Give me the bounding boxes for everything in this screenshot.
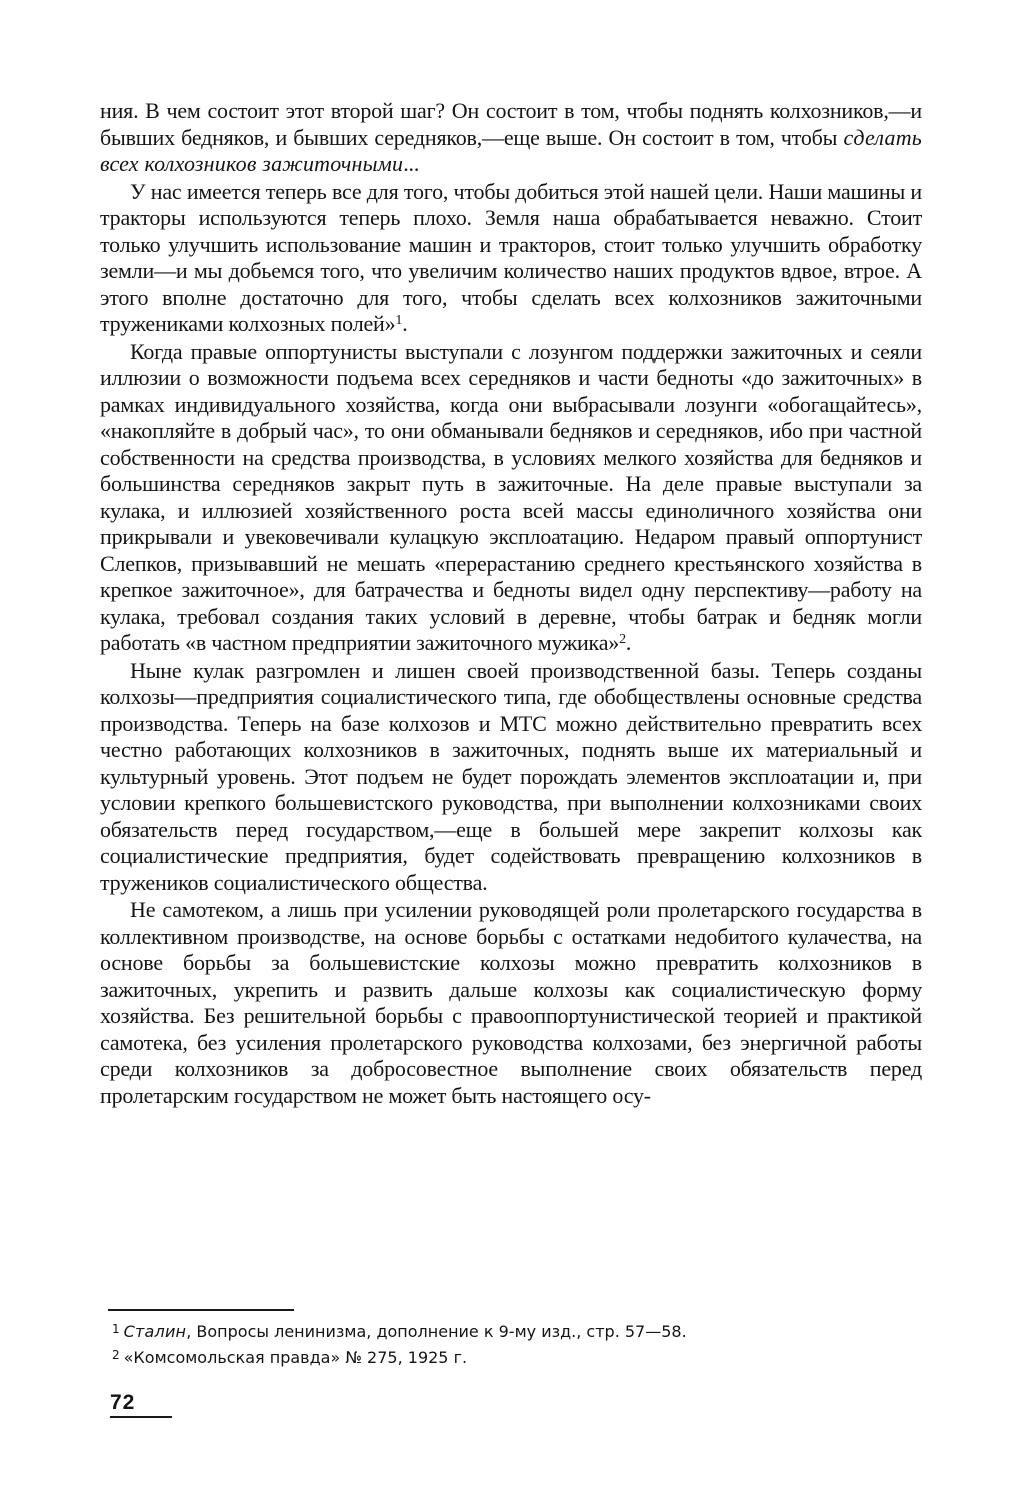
footnote-separator bbox=[108, 1309, 294, 1311]
footnotes bbox=[112, 1321, 872, 1373]
text-span: Ныне кулак разгромлен и лишен своей производственной базы. Теперь созданы колхозы—предприятия социалистического типа, где обобществлены основные средства производства. Теперь на базе колхозов и МТС можно действительно превратить всех честно работающих колхозников в зажиточных, поднять выше их материальный и культурный уровень. Этот подъем не будет порождать элементов эксплоатации и, при условии крепкого большевистского руководства, при выполнении колхозниками своих обязательств перед государством,—еще в большей мере закрепит колхозы как социалистические предприятия, будет содействовать превращению колхозников в тружеников социалистического общества. bbox=[100, 657, 922, 895]
footnote-reference: 2 bbox=[619, 632, 626, 647]
text-span: ния. В чем состоит этот второй шаг? Он состоит в том, чтобы поднять колхозников,—и бывших бедняков, и бывших середняков,—еще выше. Он состоит в том, чтобы bbox=[100, 98, 922, 150]
text-span: . bbox=[402, 311, 408, 336]
paragraph-p5 bbox=[100, 897, 922, 1109]
text-span: Когда правые оппортунисты выступали с лозунгом поддержки зажиточных и сеяли иллюзии о возможности подъема всех середняков и части бедноты «до зажиточных» в рамках индивидуального хозяйства, когда они выбрасывали лозунги «обогащайтесь», «накопляйте в добрый час», то они обманывали бедняков и середняков, ибо при частной собственности на средства производства, в условиях мелкого хозяйства для бедняков и большинства середняков закрыт путь в зажиточные. На деле правые выступали за кулака, и иллюзией хозяйственного роста всей массы единоличного хозяйства они прикрывали и увековечивали кулацкую эксплоатацию. Недаром правый оппортунист Слепков, призывавший не мешать «перерастанию среднего крестьянского хозяйства в крепкое зажиточное», для батрачества и бедноты видел одну перспективу—работу на кулака, требовал создания таких условий в деревне, чтобы батрак и бедняк могли работать «в частном предприятии зажиточного мужика» bbox=[100, 338, 922, 655]
page-number: 72 bbox=[110, 1391, 136, 1414]
paragraph-p4 bbox=[100, 658, 922, 897]
paragraph-p3 bbox=[100, 339, 922, 657]
page-number-rule bbox=[110, 1416, 172, 1418]
footnote-mark: 2 bbox=[112, 1348, 120, 1362]
footnote-mark: 1 bbox=[112, 1322, 120, 1336]
text-span: , Вопросы ленинизма, дополнение к 9-му изд., стр. 57—58. bbox=[186, 1322, 687, 1341]
paragraph-p2 bbox=[100, 179, 922, 338]
emphasized-text: Сталин bbox=[123, 1322, 187, 1341]
emphasized-text: сделать всех колхозников зажиточными bbox=[100, 124, 922, 176]
text-span: У нас имеется теперь все для того, чтобы добиться этой нашей цели. Наши машины и тракторы используются теперь плохо. Земля наша обрабатывается неважно. Стоит только улучшить использование машин и тракторов, стоит только улучшить обработку земли—и мы добьемся того, что увеличим количество наших продуктов вдвое, втрое. А этого вполне достаточно для того, чтобы сделать всех колхозников зажиточными тружениками колхозных полей» bbox=[100, 178, 922, 336]
text-span: ... bbox=[403, 151, 420, 176]
text-span: . bbox=[625, 630, 632, 655]
text-span: Не самотеком, а лишь при усилении руководящей роли пролетарского государства в коллективном производстве, на основе борьбы с остатками недобитого кулачества, на основе борьбы за большевистские колхозы можно превратить колхозников в зажиточных, укрепить и развить дальше колхозы как социалистическую форму хозяйства. Без решительной борьбы с правооппортунистической теорией и практикой самотека, без усиления пролетарского руководства колхозами, без энергичной работы среди колхозников за добросовестное выполнение своих обязательств перед пролетарским государством не может быть настоящего осу- bbox=[100, 897, 922, 1108]
footnote-fn1 bbox=[112, 1321, 872, 1343]
text-span: «Комсомольская правда» № 275, 1925 г. bbox=[123, 1348, 468, 1367]
footnote-fn2 bbox=[112, 1347, 872, 1369]
main-text bbox=[100, 98, 922, 1109]
paragraph-p1 bbox=[100, 98, 922, 178]
footnote-reference: 1 bbox=[395, 313, 403, 328]
